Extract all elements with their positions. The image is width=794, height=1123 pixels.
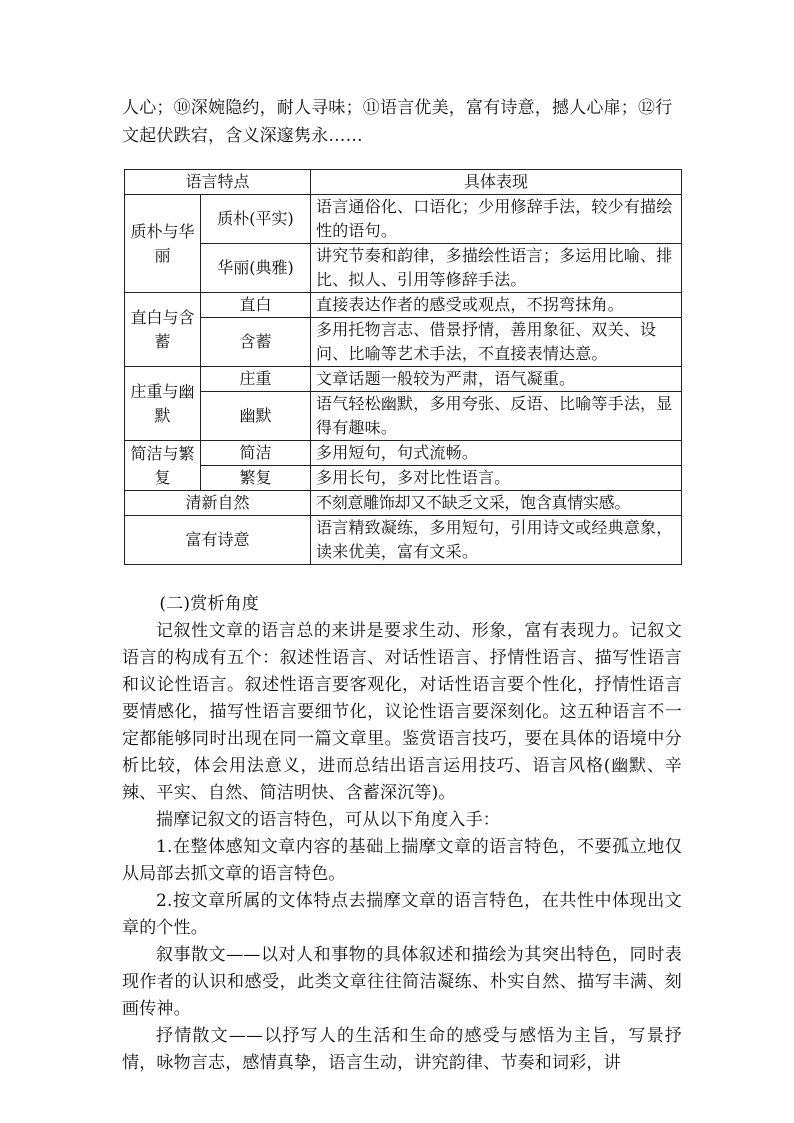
table-row — [125, 441, 682, 466]
feature-desc: 直接表达作者的感受或观点，不拐弯抹角。 — [311, 293, 682, 318]
feature-desc: 讲究节奏和韵律，多描绘性语言；多运用比喻、排比、拟人、引用等修辞手法。 — [311, 244, 682, 293]
body-text — [122, 591, 682, 1077]
feature-label: 直白 — [201, 293, 311, 318]
table-row — [125, 318, 682, 367]
header-expression: 具体表现 — [311, 170, 682, 195]
table-row — [125, 244, 682, 293]
paragraph: 抒情散文——以抒写人的生活和生命的感受与感悟为主旨，写景抒情，咏物言志，感情真挚，语言生动，讲究韵律、节奏和词彩，讲 — [122, 1026, 682, 1073]
paragraph: 1.在整体感知文章内容的基础上揣摩文章的语言特色，不要孤立地仅从局部去抓文章的语言特色。 — [122, 837, 682, 884]
table-row — [125, 466, 682, 491]
paragraph: 2.按文章所属的文体特点去揣摩文章的语言特色，在共性中体现出文章的个性。 — [122, 891, 682, 938]
feature-label: 庄重 — [201, 367, 311, 392]
intro-paragraph: 人心；⑩深婉隐约，耐人寻味；⑪语言优美，富有诗意，撼人心扉；⑫行文起伏跌宕，含义深邃隽永…… — [122, 98, 673, 146]
feature-desc: 不刻意雕饰却又不缺乏文采，饱含真情实感。 — [311, 491, 682, 516]
table-row — [125, 195, 682, 244]
table-row — [125, 293, 682, 318]
paragraph: 叙事散文——以对人和事物的具体叙述和描绘为其突出特色，同时表现作者的认识和感受，此类文章往往简洁凝练、朴实自然、描写丰满、刻画传神。 — [122, 945, 682, 1019]
group-name: 庄重与幽默 — [125, 367, 201, 441]
feature-desc: 语气轻松幽默，多用夸张、反语、比喻等手法，显得有趣味。 — [311, 392, 682, 441]
paragraph: 揣摩记叙文的语言特色，可从以下角度入手： — [156, 810, 500, 830]
feature-label: 含蓄 — [201, 318, 311, 367]
table-header-row — [125, 170, 682, 195]
feature-label: 华丽(典雅) — [201, 244, 311, 293]
feature-desc: 多用托物言志、借景抒情，善用象征、双关、设问、比喻等艺术手法，不直接表情达意。 — [311, 318, 682, 367]
feature-label: 简洁 — [201, 441, 311, 466]
header-feature: 语言特点 — [125, 170, 311, 195]
group-name: 简洁与繁复 — [125, 441, 201, 491]
feature-label: 繁复 — [201, 466, 311, 491]
table-row — [125, 516, 682, 565]
feature-label: 质朴(平实) — [201, 195, 311, 244]
feature-label: 富有诗意 — [125, 516, 311, 565]
group-name: 直白与含蓄 — [125, 293, 201, 367]
feature-desc: 语言通俗化、口语化；少用修辞手法，较少有描绘性的语句。 — [311, 195, 682, 244]
language-features-table — [124, 169, 682, 565]
feature-desc: 多用长句，多对比性语言。 — [311, 466, 682, 491]
section-heading: (二)赏析角度 — [159, 594, 260, 614]
table-row — [125, 392, 682, 441]
paragraph: 记叙性文章的语言总的来讲是要求生动、形象，富有表现力。记叙文语言的构成有五个：叙述性语言、对话性语言、抒情性语言、描写性语言和议论性语言。叙述性语言要客观化，对话性语言要个性化，抒情性语言要情感化，描写性语言要细节化，议论性语言要深刻化。这五种语言不一定都能够同时出现在同一篇文章里。鉴赏语言技巧，要在具体的语境中分析比较，体会用法意义，进而总结出语言运用技巧、语言风格(幽默、辛辣、平实、自然、简洁明快、含蓄深沉等)。 — [122, 621, 682, 803]
feature-desc: 语言精致凝练，多用短句，引用诗文或经典意象，读来优美，富有文采。 — [311, 516, 682, 565]
feature-desc: 文章话题一般较为严肃，语气凝重。 — [311, 367, 682, 392]
table-row — [125, 491, 682, 516]
table-row — [125, 367, 682, 392]
group-name: 质朴与华丽 — [125, 195, 201, 293]
feature-label: 清新自然 — [125, 491, 311, 516]
feature-desc: 多用短句，句式流畅。 — [311, 441, 682, 466]
feature-label: 幽默 — [201, 392, 311, 441]
